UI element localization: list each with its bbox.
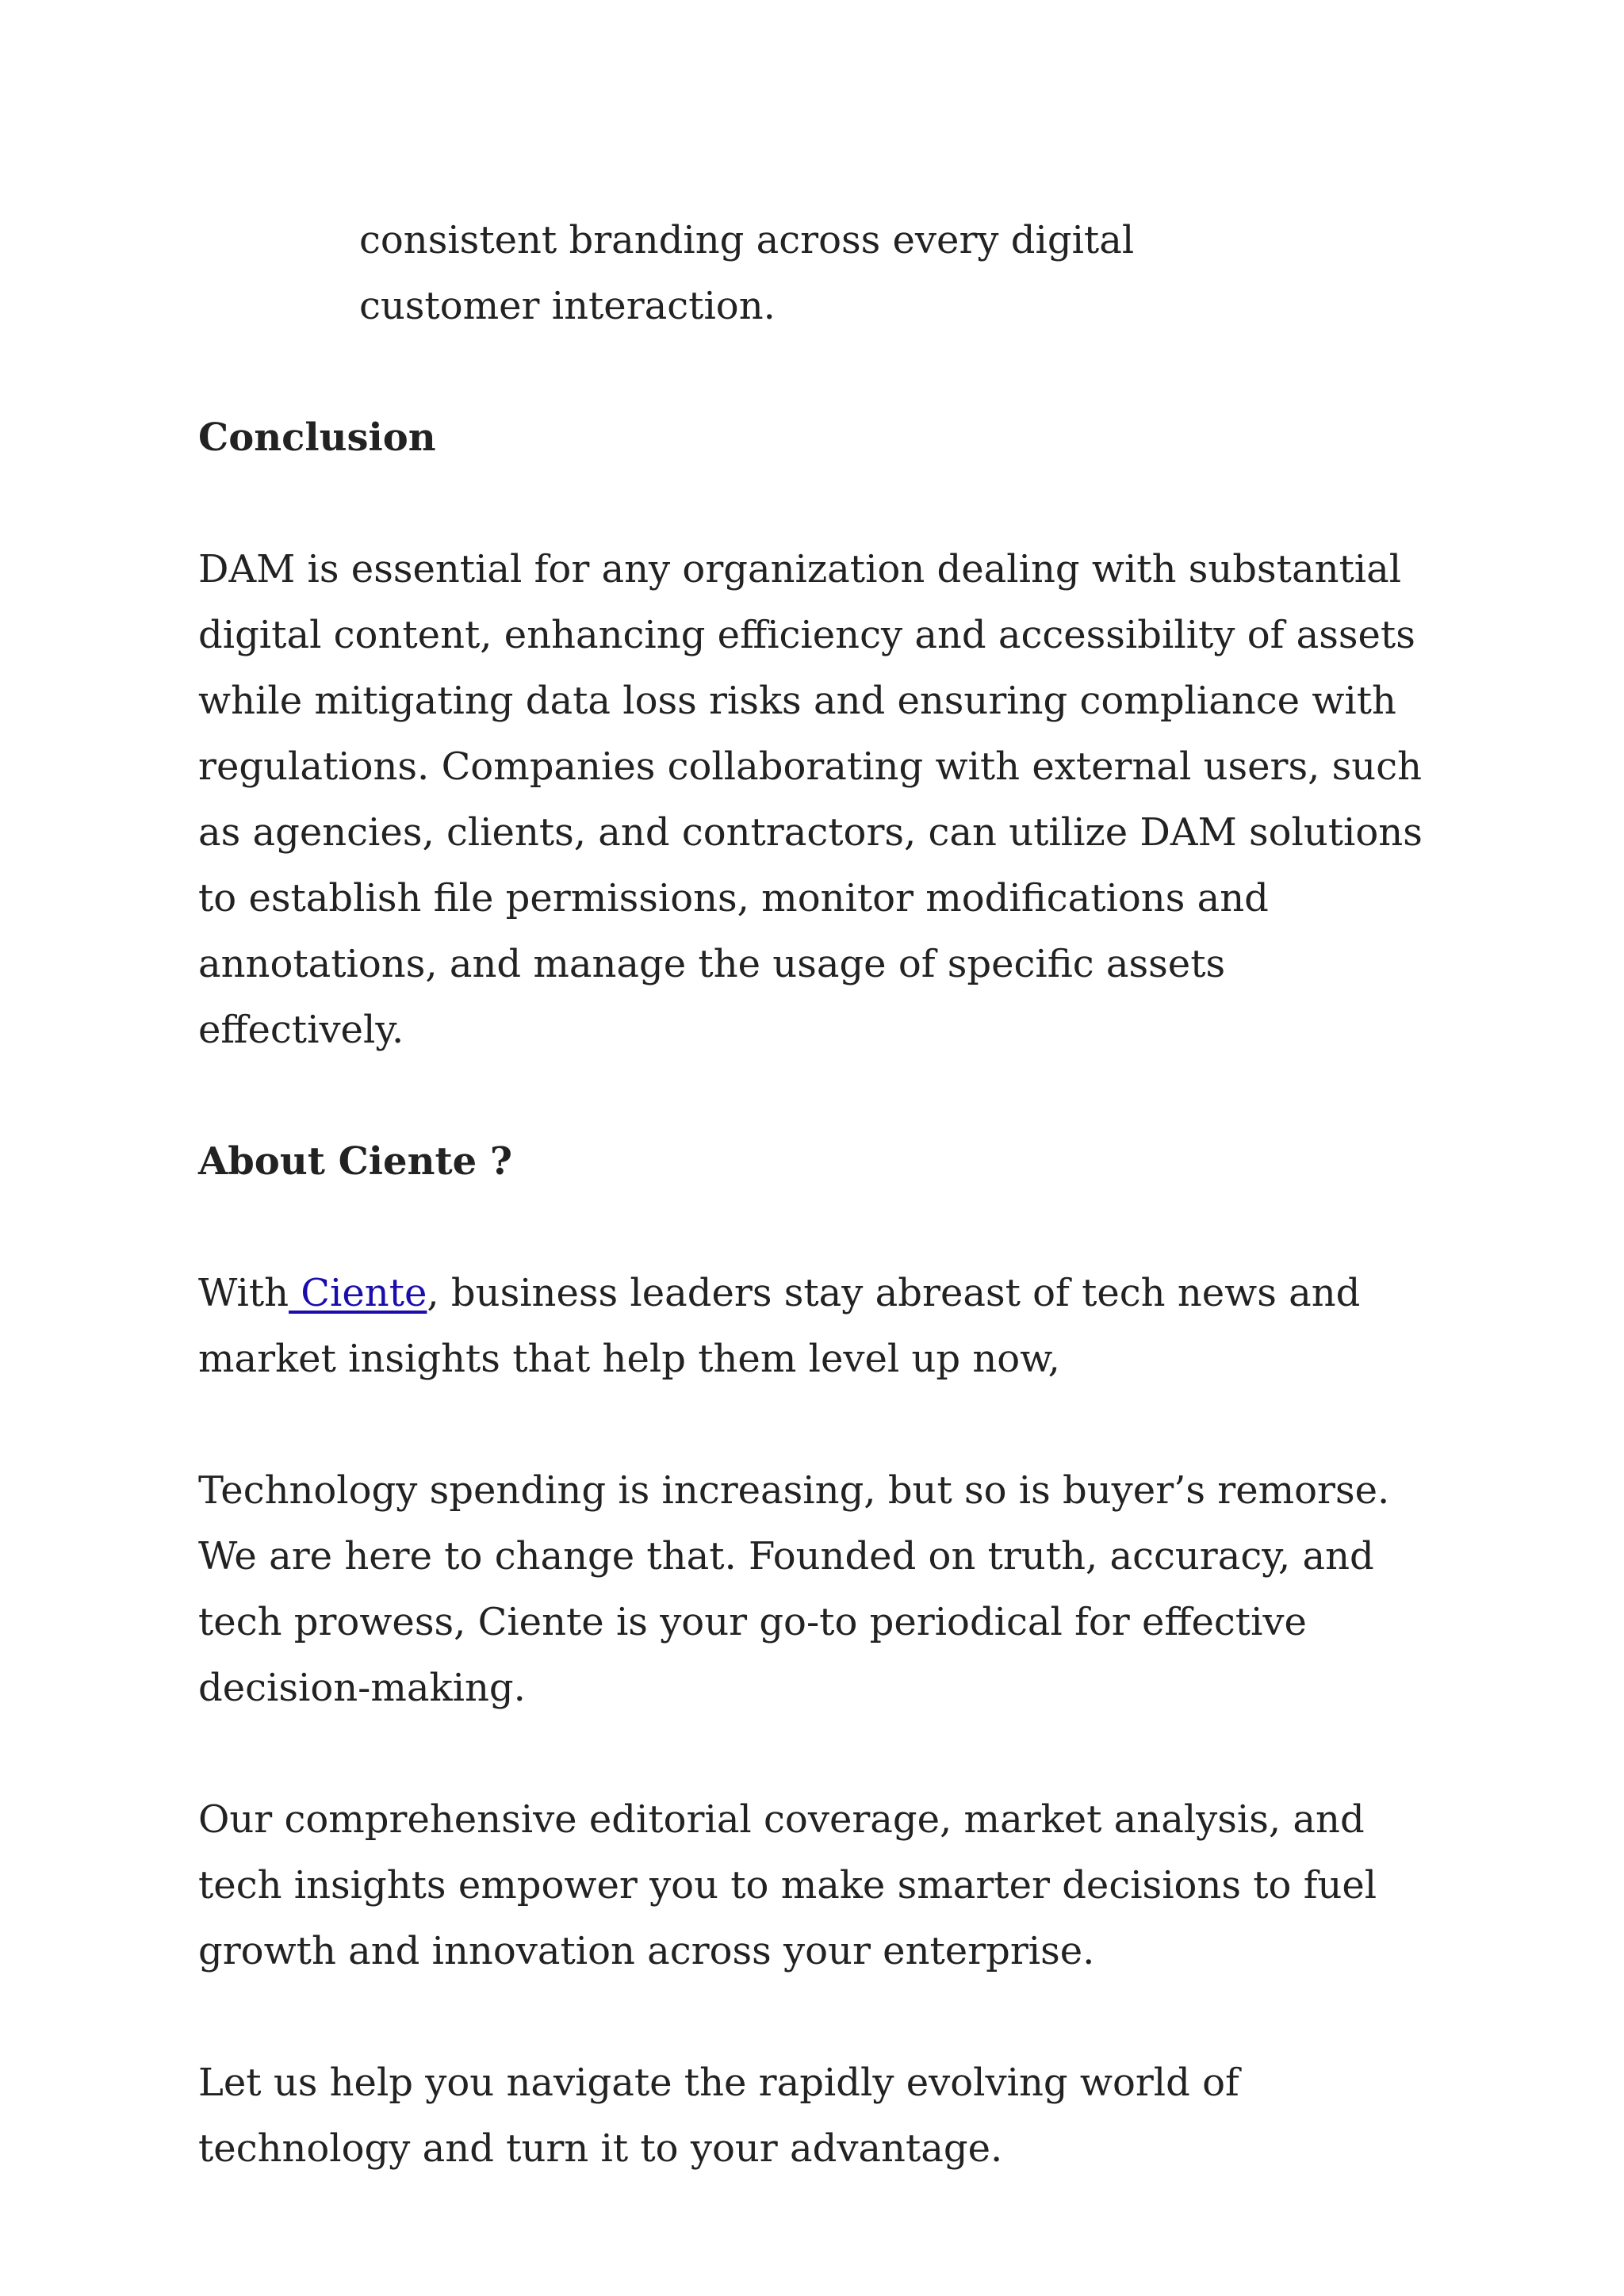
about-with-prefix: With bbox=[198, 1271, 289, 1315]
about-paragraph-3: Our comprehensive editorial coverage, market analysis, and tech insights empower you to make smarter decisions to fuel growth and innovation across your enterprise. bbox=[198, 1797, 1377, 1973]
about-with-suffix: , business leaders stay abreast of tech news and market insights that help them level up now, bbox=[198, 1271, 1361, 1381]
about-paragraph-2: Technology spending is increasing, but so is buyer’s remorse. We are here to change that. Founded on truth, accuracy, and tech prowess, Ciente is your go-to periodical for effective decision-making. bbox=[198, 1468, 1390, 1710]
about-heading: About Ciente ? bbox=[198, 1139, 513, 1184]
ciente-link[interactable]: Ciente bbox=[289, 1271, 427, 1315]
about-paragraph-1 bbox=[198, 1261, 1451, 1392]
conclusion-paragraph: DAM is essential for any organization dealing with substantial digital content, enhancing efficiency and accessibility of assets while mitigating data loss risks and ensuring compliance with regulations. Companies collaborating with external users, such as agencies, clients, and contractors, can utilize DAM solutions to establish file permissions, monitor modifications and annotations, and manage the usage of specific assets effectively. bbox=[198, 547, 1423, 1052]
about-paragraph-4: Let us help you navigate the rapidly evolving world of technology and turn it to your advantage. bbox=[198, 2061, 1239, 2171]
conclusion-heading: Conclusion bbox=[198, 415, 436, 460]
list-item-continuation: consistent branding across every digital customer interaction. bbox=[359, 218, 1135, 328]
document-content bbox=[198, 208, 1451, 2248]
